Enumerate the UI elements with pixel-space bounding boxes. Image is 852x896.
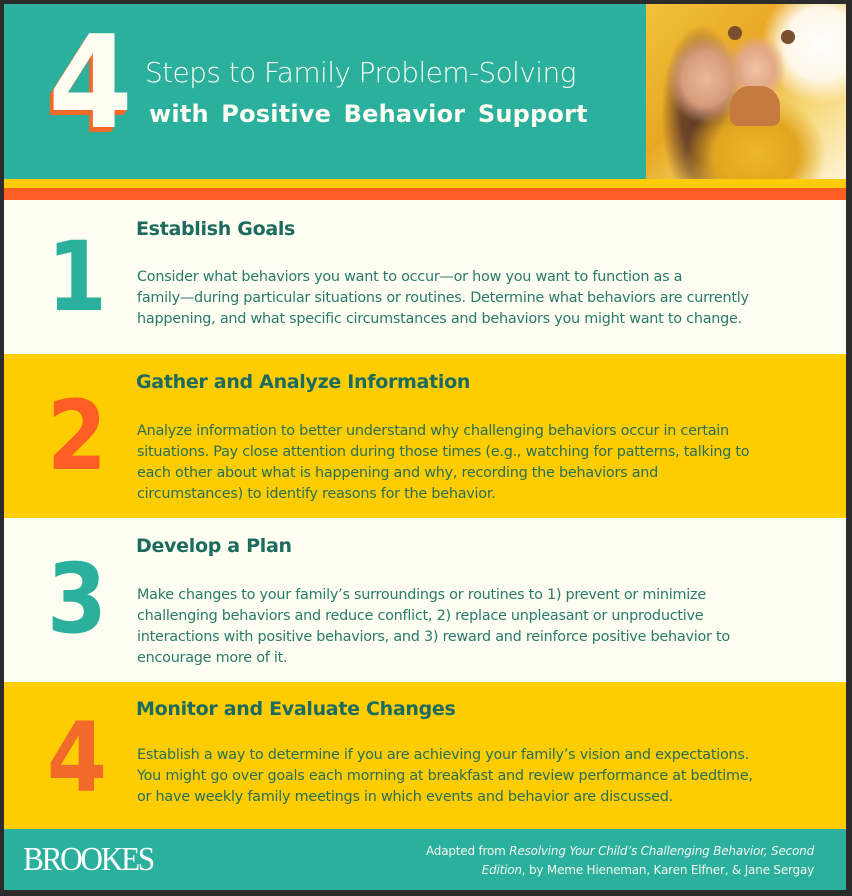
photo-detail: [781, 30, 795, 44]
title-line-1: Steps to Family Problem-Solving: [145, 56, 576, 89]
photo-detail: [728, 26, 742, 40]
infographic-poster: [4, 4, 846, 890]
source-credit: Adapted from Resolving Your Child’s Challenging Behavior, Second Edition, by Meme Hieneman, Karen Elfner, & Jane Sergay: [426, 844, 814, 877]
step-title: Gather and Analyze Information: [136, 371, 471, 393]
header-banner: [4, 4, 846, 179]
family-photo: [646, 4, 846, 179]
step-number: 3: [46, 543, 108, 655]
title-line-2: with Positive Behavior Support: [149, 100, 588, 128]
step-number: 2: [46, 380, 108, 492]
photo-detail: [730, 86, 780, 126]
book-title: Resolving Your Child’s Challenging Behavior, Second: [509, 844, 814, 858]
step-body: Establish a way to determine if you are achieving your family’s vision and expectations. You might go over goals each morning at breakfast and review performance at bedtime, or have weekly family meetings in which events and behavior are discussed.: [137, 747, 753, 805]
book-title: Edition: [481, 862, 522, 877]
divider-stripe-orange: [4, 188, 846, 200]
step-number: 1: [46, 221, 108, 333]
step-title: Monitor and Evaluate Changes: [136, 698, 456, 720]
step-number: 4: [46, 702, 108, 814]
divider-stripe-yellow: [4, 179, 846, 188]
footer-bar: [4, 829, 846, 890]
step-title: Establish Goals: [136, 218, 296, 240]
step-2-section: [4, 354, 846, 518]
step-body: Analyze information to better understand why challenging behaviors occur in certain situations. Pay close attention during those times (e.g., watching for patterns, talking to each other about what is happening and why, recording the behaviors and circumstances) to identify reasons for the behavior.: [137, 423, 750, 502]
step-1-section: [4, 200, 846, 354]
step-3-section: [4, 518, 846, 682]
brookes-logo: BROOKES: [23, 841, 153, 878]
step-title: Develop a Plan: [136, 535, 292, 557]
step-4-section: [4, 682, 846, 829]
header-big-number: 4: [48, 9, 131, 158]
step-body: Consider what behaviors you want to occur—or how you want to function as a family—during particular situations or routines. Determine what behaviors are currently happening, and what specific circumstances and behaviors you might want to change.: [137, 269, 749, 327]
step-body: Make changes to your family’s surroundings or routines to 1) prevent or minimize challenging behaviors and reduce conflict, 2) replace unpleasant or unproductive interactions with positive behaviors, and 3) reward and reinforce positive behavior to encourage more of it.: [137, 587, 730, 666]
